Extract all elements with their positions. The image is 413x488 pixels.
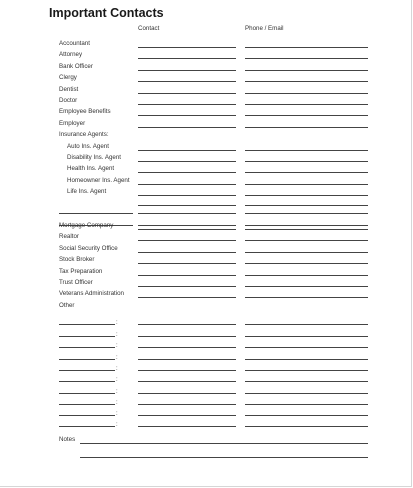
form-row: [0, 266, 413, 277]
form-row: [0, 175, 413, 186]
other-entry-row: [0, 372, 413, 383]
other-label-line[interactable]: [59, 347, 115, 348]
row-label: Tax Preparation: [59, 267, 103, 275]
phone-email-line[interactable]: [245, 47, 368, 48]
contact-line[interactable]: [138, 150, 236, 151]
phone-email-line[interactable]: [245, 275, 368, 276]
other-label-line[interactable]: [59, 393, 115, 394]
contact-line[interactable]: [138, 184, 236, 185]
contact-line[interactable]: [138, 263, 236, 264]
colon-mark: :: [116, 320, 118, 326]
phone-email-line[interactable]: [245, 70, 368, 71]
colon-mark: :: [116, 355, 118, 361]
row-label: Accountant: [59, 40, 90, 47]
row-label: Life Ins. Agent: [67, 188, 107, 196]
row-label: Trust Officer: [59, 279, 93, 286]
phone-email-line[interactable]: [245, 252, 368, 253]
other-entry-row: [0, 361, 413, 372]
phone-email-line[interactable]: [245, 415, 368, 416]
phone-email-line[interactable]: [245, 404, 368, 405]
contact-line[interactable]: [138, 324, 236, 325]
phone-email-line[interactable]: [245, 213, 368, 214]
phone-email-line[interactable]: [245, 229, 368, 230]
contact-line[interactable]: [138, 286, 236, 287]
contact-line[interactable]: [138, 336, 236, 337]
contact-line[interactable]: [138, 297, 236, 298]
form-row: [0, 220, 413, 231]
contact-line[interactable]: [138, 58, 236, 59]
other-label-line[interactable]: [59, 404, 115, 405]
phone-email-line[interactable]: [245, 58, 368, 59]
contact-line[interactable]: [138, 359, 236, 360]
colon-mark: :: [116, 389, 118, 395]
phone-email-column-header: Phone / Email: [245, 25, 284, 32]
phone-email-line[interactable]: [245, 359, 368, 360]
contact-line[interactable]: [138, 404, 236, 405]
form-row: [0, 118, 413, 129]
other-label-line[interactable]: [59, 415, 115, 416]
contact-line[interactable]: [138, 229, 236, 230]
other-label-line[interactable]: [59, 336, 115, 337]
row-label: Auto Ins. Agent: [67, 142, 109, 150]
row-label: Bank Officer: [59, 62, 93, 70]
phone-email-line[interactable]: [245, 324, 368, 325]
contact-line[interactable]: [138, 415, 236, 416]
row-label: Health Ins. Agent: [67, 165, 115, 173]
form-row: [0, 300, 413, 311]
contact-line[interactable]: [138, 70, 236, 71]
contact-line[interactable]: [138, 347, 236, 348]
row-label: Disability Ins. Agent: [67, 154, 121, 161]
form-row: [0, 231, 413, 242]
phone-email-line[interactable]: [245, 336, 368, 337]
phone-email-line[interactable]: [245, 393, 368, 394]
other-entry-row: [0, 327, 413, 338]
other-entry-row: [0, 395, 413, 406]
row-label: Attorney: [59, 51, 83, 59]
colon-mark: :: [116, 411, 118, 417]
notes-label: Notes: [59, 436, 76, 443]
form-row: [0, 288, 413, 299]
contact-line[interactable]: [138, 127, 236, 128]
contact-line[interactable]: [138, 213, 236, 214]
contact-line[interactable]: [138, 275, 236, 276]
colon-mark: :: [116, 422, 118, 428]
contact-line[interactable]: [138, 161, 236, 162]
other-label-line[interactable]: [59, 381, 115, 382]
other-label-line[interactable]: [59, 324, 115, 325]
row-label: Dentist: [59, 85, 79, 93]
phone-email-line[interactable]: [245, 263, 368, 264]
form-row: [0, 95, 413, 106]
form-row: [0, 277, 413, 288]
form-row: [0, 61, 413, 72]
other-label-line[interactable]: [59, 370, 115, 371]
notes-line-2[interactable]: [80, 457, 368, 458]
row-label: Veterans Administration: [59, 290, 125, 298]
other-entry-row: [0, 406, 413, 417]
colon-mark: :: [116, 400, 118, 406]
other-label-line[interactable]: [59, 359, 115, 360]
contact-column-header: Contact: [138, 25, 160, 32]
contact-line[interactable]: [138, 115, 236, 116]
other-label-line[interactable]: [59, 426, 115, 427]
other-entry-row: [0, 315, 413, 326]
form-row: [0, 141, 413, 152]
colon-mark: :: [116, 377, 118, 383]
form-row: [0, 84, 413, 95]
row-label: Insurance Agents:: [59, 131, 109, 139]
row-label: Realtor: [59, 233, 79, 241]
contact-line[interactable]: [138, 93, 236, 94]
phone-email-line[interactable]: [245, 426, 368, 427]
phone-email-line[interactable]: [245, 93, 368, 94]
phone-email-line[interactable]: [245, 184, 368, 185]
row-label: Employer: [59, 119, 86, 127]
form-row: [0, 152, 413, 163]
phone-email-line[interactable]: [245, 127, 368, 128]
phone-email-line[interactable]: [245, 240, 368, 241]
contact-line[interactable]: [138, 104, 236, 105]
phone-email-line[interactable]: [245, 172, 368, 173]
contact-line[interactable]: [138, 240, 236, 241]
phone-email-line[interactable]: [245, 381, 368, 382]
contact-line[interactable]: [138, 426, 236, 427]
phone-email-line[interactable]: [245, 370, 368, 371]
phone-email-line[interactable]: [245, 161, 368, 162]
row-label: Other: [59, 301, 75, 309]
colon-mark: :: [116, 366, 118, 372]
form-row: [0, 106, 413, 117]
contact-line[interactable]: [138, 252, 236, 253]
phone-email-line[interactable]: [245, 347, 368, 348]
contact-line[interactable]: [138, 47, 236, 48]
form-row: [0, 163, 413, 174]
form-row: [0, 49, 413, 60]
contact-line[interactable]: [138, 370, 236, 371]
colon-mark: :: [116, 332, 118, 338]
phone-email-line[interactable]: [245, 286, 368, 287]
form-row: [0, 129, 413, 140]
colon-mark: :: [116, 343, 118, 349]
blank-entry-row: [0, 204, 413, 215]
row-label: Stock Broker: [59, 256, 95, 264]
blank-label-line[interactable]: [59, 213, 133, 214]
form-row: [0, 72, 413, 83]
row-label: Employee Benefits: [59, 108, 111, 116]
form-row: [0, 243, 413, 254]
contact-line[interactable]: [138, 393, 236, 394]
contact-line[interactable]: [138, 381, 236, 382]
row-label: Mortgage Company: [59, 222, 114, 229]
row-label: Doctor: [59, 97, 78, 104]
phone-email-line[interactable]: [245, 297, 368, 298]
other-entry-row: [0, 384, 413, 395]
phone-email-line[interactable]: [245, 81, 368, 82]
notes-line-1[interactable]: [80, 443, 368, 444]
form-title: Important Contacts: [49, 6, 164, 20]
other-entry-row: [0, 338, 413, 349]
other-entry-row: [0, 350, 413, 361]
row-label: Clergy: [59, 74, 77, 82]
form-row: [0, 38, 413, 49]
row-label: Homeowner Ins. Agent: [67, 176, 130, 184]
contact-line[interactable]: [138, 81, 236, 82]
row-label: Social Security Office: [59, 244, 118, 252]
contact-line[interactable]: [138, 172, 236, 173]
phone-email-line[interactable]: [245, 104, 368, 105]
phone-email-line[interactable]: [245, 115, 368, 116]
form-row: [0, 254, 413, 265]
other-entry-row: [0, 417, 413, 428]
phone-email-line[interactable]: [245, 150, 368, 151]
